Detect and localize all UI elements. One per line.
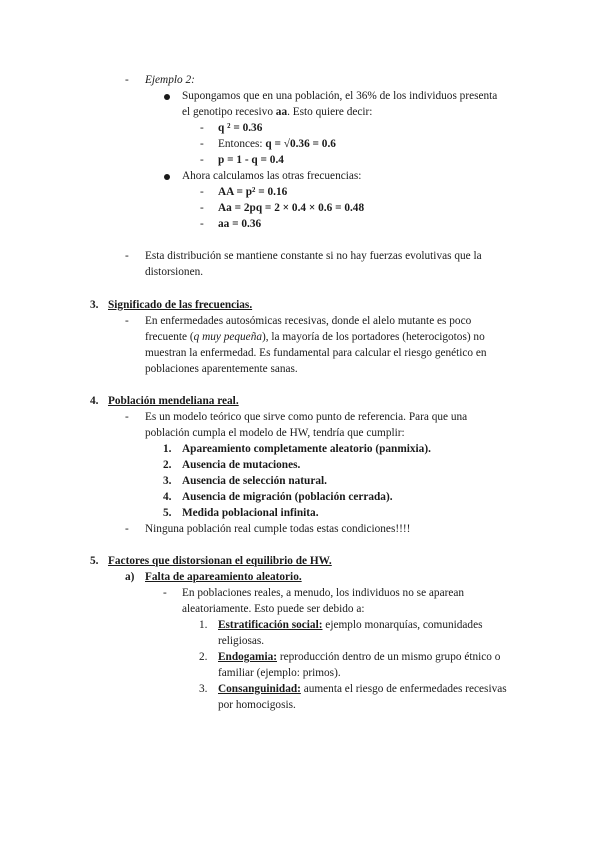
- condition-item: Apareamiento completamente aleatorio (panmixia).: [182, 443, 431, 455]
- list-dash: -: [125, 411, 129, 423]
- cause-number: 1.: [199, 619, 208, 631]
- paragraph-line: muestran la enfermedad. Es fundamental para calcular el riesgo genético en: [145, 347, 487, 359]
- cause-item-continuation: religiosas.: [218, 635, 265, 647]
- subsection-heading: Falta de apareamiento aleatorio.: [145, 571, 302, 583]
- cause-item: Estratificación social: ejemplo monarquías, comunidades: [218, 619, 483, 631]
- condition-number: 4.: [163, 491, 172, 503]
- paragraph-line: Es un modelo teórico que sirve como punto de referencia. Para que una: [145, 411, 468, 423]
- condition-item: Medida poblacional infinita.: [182, 507, 319, 519]
- cause-item-continuation: familiar (ejemplo: primos).: [218, 667, 341, 679]
- formula-aa: aa = 0.36: [218, 218, 262, 230]
- formula-AA: AA = p² = 0.16: [218, 186, 288, 198]
- formula-Aa: Aa = 2pq = 2 × 0.4 × 0.6 = 0.48: [218, 202, 365, 214]
- section-heading: Población mendeliana real.: [108, 395, 239, 407]
- condition-number: 2.: [163, 459, 172, 471]
- formula-q: Entonces: q = √0.36 = 0.6: [218, 138, 336, 150]
- condition-item: Ausencia de selección natural.: [182, 475, 327, 487]
- condition-number: 1.: [163, 443, 172, 455]
- cause-item-continuation: por homocigosis.: [218, 699, 296, 711]
- paragraph-line: poblaciones aparentemente sanas.: [145, 363, 298, 375]
- list-dash: -: [200, 218, 204, 230]
- list-dash: -: [200, 186, 204, 198]
- list-dash: -: [200, 202, 204, 214]
- formula-p: p = 1 - q = 0.4: [218, 154, 284, 166]
- list-dash: -: [200, 138, 204, 150]
- formula-q2: q ² = 0.36: [218, 122, 263, 134]
- section-heading: Significado de las frecuencias.: [108, 299, 253, 311]
- section-heading: Factores que distorsionan el equilibrio de HW.: [108, 555, 332, 567]
- section-number: 5.: [90, 555, 99, 567]
- paragraph-line: En enfermedades autosómicas recesivas, donde el alelo mutante es poco: [145, 315, 472, 327]
- list-dash: -: [200, 122, 204, 134]
- example-title: Ejemplo 2:: [145, 74, 195, 86]
- subsection-label: a): [125, 571, 135, 583]
- cause-item: Consanguinidad: aumenta el riesgo de enfermedades recesivas: [218, 683, 507, 695]
- bullet-icon: [164, 174, 170, 180]
- cause-number: 3.: [199, 683, 208, 695]
- condition-item: Ausencia de migración (población cerrada).: [182, 491, 393, 503]
- paragraph-line: Esta distribución se mantiene constante si no hay fuerzas evolutivas que la: [145, 250, 482, 262]
- paragraph-line: Supongamos que en una población, el 36% de los individuos presenta: [182, 90, 498, 102]
- condition-number: 5.: [163, 507, 172, 519]
- paragraph-line: población cumpla el modelo de HW, tendría que cumplir:: [145, 427, 405, 439]
- paragraph-line: Ahora calculamos las otras frecuencias:: [182, 170, 362, 182]
- cause-item: Endogamia: reproducción dentro de un mismo grupo étnico o: [218, 651, 501, 663]
- list-dash: -: [125, 250, 129, 262]
- cause-number: 2.: [199, 651, 208, 663]
- list-dash: -: [125, 74, 129, 86]
- section-number: 3.: [90, 299, 99, 311]
- list-dash: -: [200, 154, 204, 166]
- paragraph-line: distorsionen.: [145, 266, 204, 278]
- condition-item: Ausencia de mutaciones.: [182, 459, 301, 471]
- condition-number: 3.: [163, 475, 172, 487]
- list-dash: -: [163, 587, 167, 599]
- paragraph-line: Ninguna población real cumple todas estas condiciones!!!!: [145, 523, 411, 535]
- paragraph-line: frecuente (q muy pequeña), la mayoría de los portadores (heterocigotos) no: [145, 331, 485, 343]
- paragraph-line: aleatoriamente. Esto puede ser debido a:: [182, 603, 365, 615]
- section-number: 4.: [90, 395, 99, 407]
- list-dash: -: [125, 523, 129, 535]
- paragraph-line: el genotipo recesivo aa. Esto quiere decir:: [182, 106, 373, 118]
- list-dash: -: [125, 315, 129, 327]
- paragraph-line: En poblaciones reales, a menudo, los individuos no se aparean: [182, 587, 465, 599]
- bullet-icon: [164, 94, 170, 100]
